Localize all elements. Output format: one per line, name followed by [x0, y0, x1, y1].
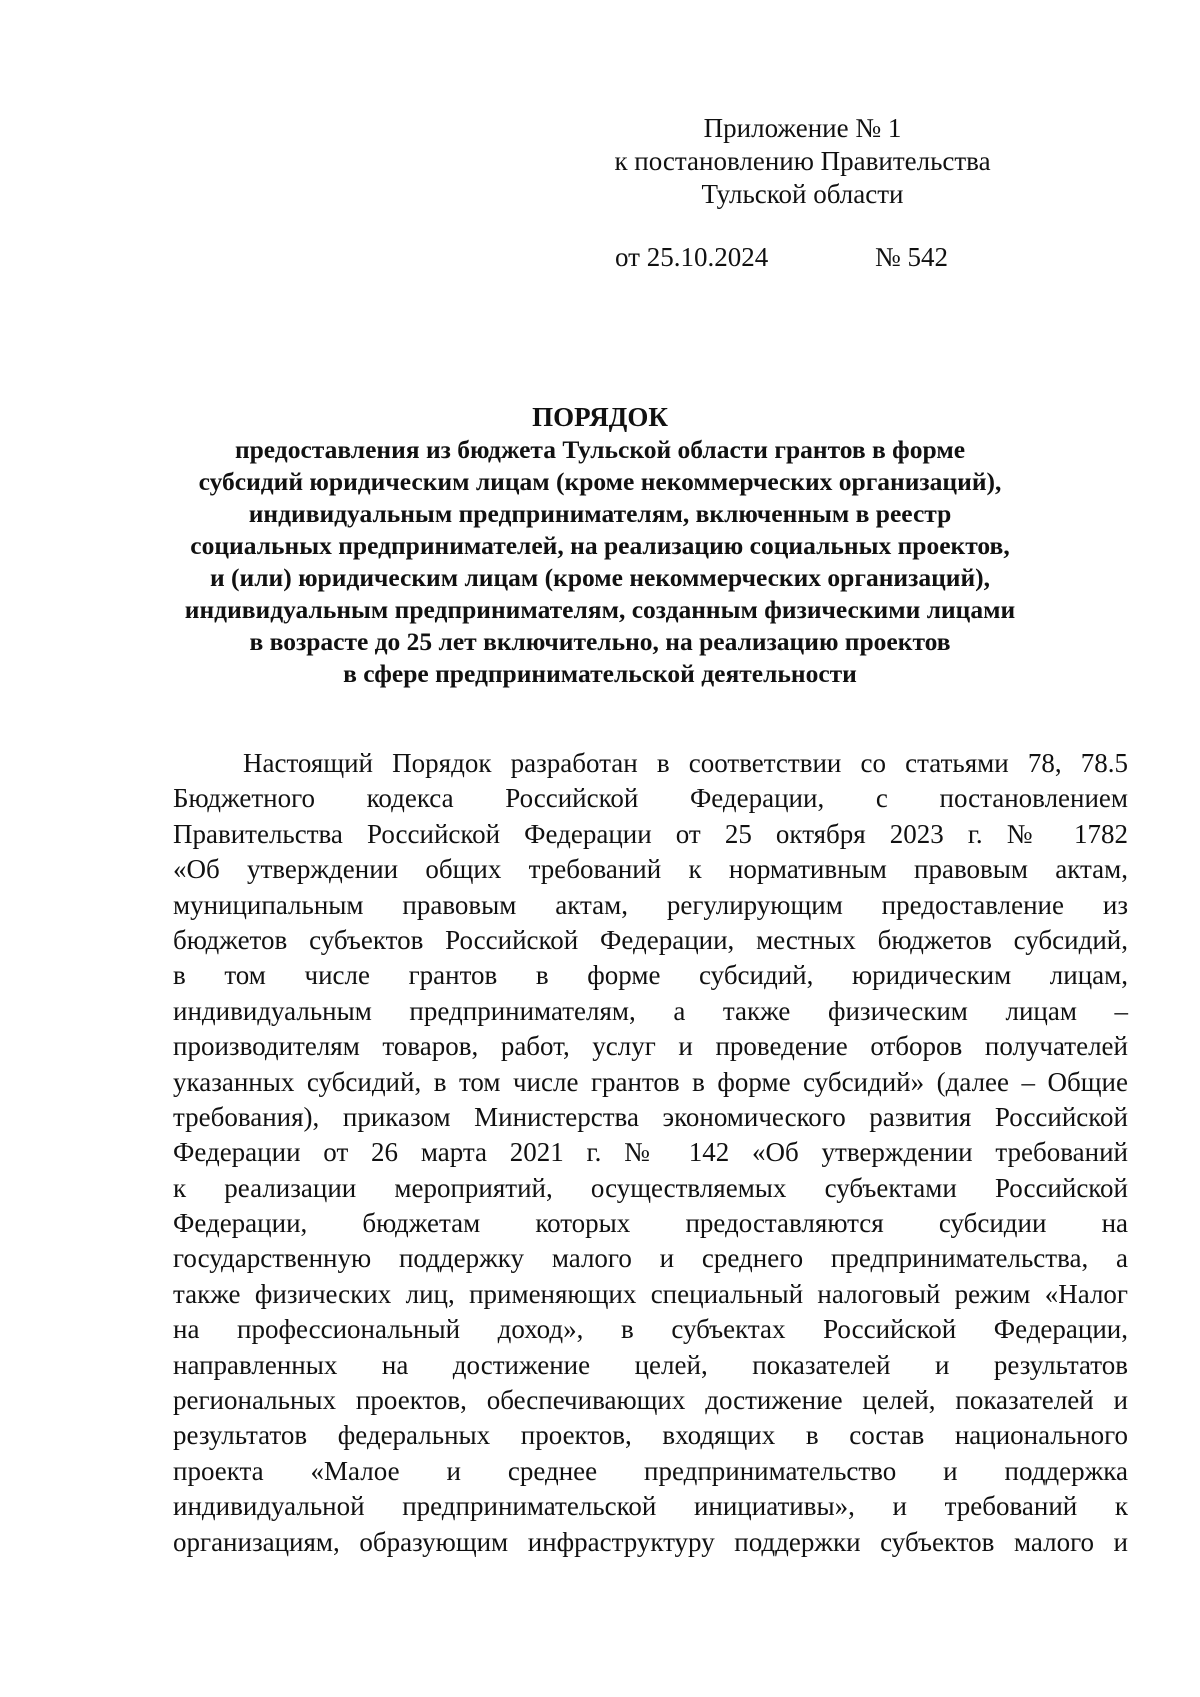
annex-number: Приложение № 1 — [703, 113, 902, 143]
body-line: также физических лиц, применяющих специальный налоговый режим «Налог — [173, 1278, 1128, 1309]
body-line: государственную поддержку малого и среднего предпринимательства, а — [173, 1243, 1128, 1274]
title-line: и (или) юридическим лицам (кроме некоммерческих организаций), — [209, 563, 991, 592]
body-line: направленных на достижение целей, показателей и результатов — [173, 1349, 1128, 1380]
body-line: к реализации мероприятий, осуществляемых субъектами Российской — [173, 1172, 1128, 1203]
body-line: индивидуальной предпринимательской инициативы», и требований к — [173, 1491, 1128, 1522]
title-line: социальных предпринимателей, на реализацию социальных проектов, — [190, 531, 1010, 560]
annex-header — [600, 112, 1005, 211]
body-line: Бюджетного кодекса Российской Федерации, с постановлением — [173, 783, 1128, 814]
title-line: в сфере предпринимательской деятельности — [343, 659, 857, 688]
body-line: проекта «Малое и среднее предпринимательство и поддержка — [173, 1455, 1128, 1486]
body-line: требования), приказом Министерства экономического развития Российской — [173, 1101, 1128, 1132]
body-line: бюджетов субъектов Российской Федерации, местных бюджетов субсидий, — [173, 924, 1128, 955]
body-line: региональных проектов, обеспечивающих достижение целей, показателей и — [173, 1385, 1128, 1416]
body-line: «Об утверждении общих требований к нормативным правовым актам, — [173, 854, 1128, 885]
body-paragraph — [173, 746, 1128, 1560]
body-line: организациям, образующим инфраструктуру поддержки субъектов малого и — [173, 1526, 1128, 1557]
body-line: результатов федеральных проектов, входящих в состав национального — [173, 1420, 1128, 1451]
title-line: предоставления из бюджета Тульской области грантов в форме — [234, 435, 966, 464]
body-line: на профессиональный доход», в субъектах Российской Федерации, — [173, 1314, 1128, 1345]
decree-date: от 25.10.2024 — [615, 242, 769, 272]
title-line: субсидий юридическим лицам (кроме некоммерческих организаций), — [198, 467, 1002, 496]
title-line: индивидуальным предпринимателям, созданным физическими лицами — [184, 595, 1016, 624]
annex-region: Тульской области — [701, 179, 904, 209]
body-line: Федерации, бюджетам которых предоставляются субсидии на — [173, 1208, 1128, 1239]
body-line: индивидуальным предпринимателям, а также физическим лицам – — [173, 995, 1128, 1026]
body-line: в том числе грантов в форме субсидий, юридическим лицам, — [173, 960, 1128, 991]
title-line: индивидуальным предпринимателям, включенным в реестр — [248, 499, 952, 528]
body-line: производителям товаров, работ, услуг и проведение отборов получателей — [173, 1031, 1128, 1062]
body-line: Правительства Российской Федерации от 25 октября 2023 г. № 1782 — [173, 818, 1128, 849]
body-line: указанных субсидий, в том числе грантов в форме субсидий» (далее – Общие — [173, 1066, 1128, 1097]
body-line: Настоящий Порядок разработан в соответствии со статьями 78, 78.5 — [243, 748, 1128, 778]
annex-resolution: к постановлению Правительства — [614, 146, 991, 176]
body-line: Федерации от 26 марта 2021 г. № 142 «Об утверждении требований — [173, 1137, 1128, 1168]
decree-date-row — [615, 241, 949, 274]
title-heading: ПОРЯДОК — [532, 402, 668, 432]
decree-number: № 542 — [875, 242, 949, 272]
body-line: муниципальным правовым актам, регулирующим предоставление из — [173, 889, 1128, 920]
document-title — [120, 400, 1080, 690]
title-line: в возрасте до 25 лет включительно, на реализацию проектов — [249, 627, 951, 656]
